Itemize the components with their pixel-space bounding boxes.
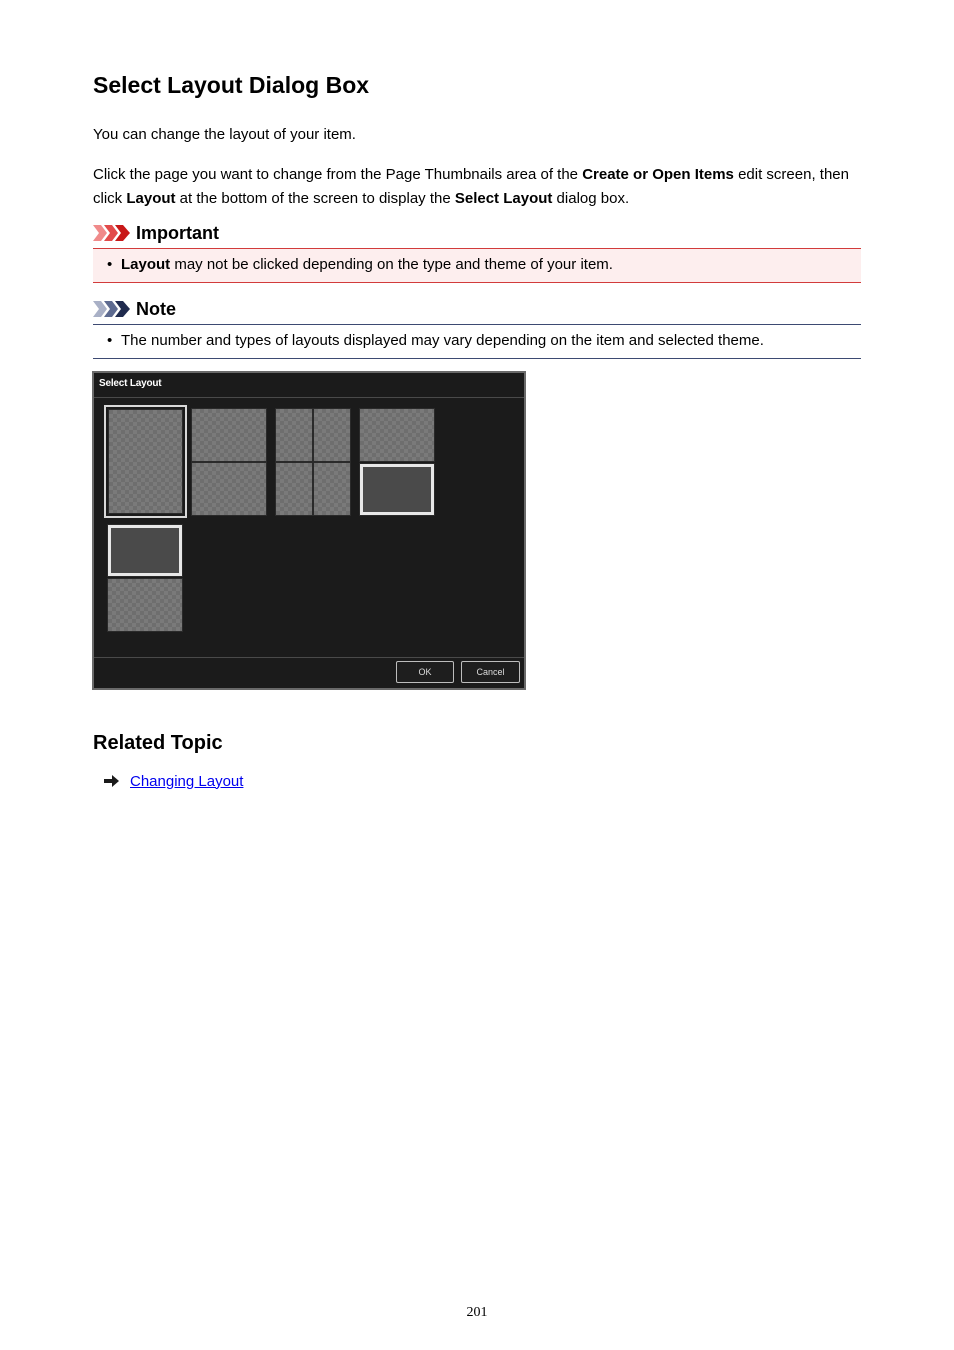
select-layout-term: Select Layout	[454, 190, 553, 207]
related-topic-heading: Related Topic	[93, 732, 223, 754]
related-topic-item	[104, 770, 243, 792]
layout-term: Layout	[126, 190, 176, 207]
intro-text: You can change the layout of your item.	[93, 126, 356, 143]
layout-cell	[313, 408, 351, 462]
instructions-part-2: edit screen, then click	[93, 166, 849, 207]
bullet: •	[107, 256, 113, 273]
arrow-right-icon	[104, 775, 120, 787]
important-text: may not be clicked depending on the type and theme of your item.	[170, 256, 613, 273]
layout-photo-frame	[360, 464, 434, 515]
important-heading	[93, 220, 219, 246]
create-open-items-term: Create or Open Items	[582, 166, 734, 183]
note-box	[93, 324, 861, 359]
page-number: 201	[466, 1305, 488, 1320]
layout-option-3[interactable]	[275, 408, 351, 516]
important-box	[93, 248, 861, 283]
cancel-button[interactable]: Cancel	[461, 661, 520, 683]
dialog-title: Select Layout	[99, 378, 162, 389]
instructions-part-4: dialog box.	[552, 190, 630, 207]
layout-option-4[interactable]	[359, 408, 435, 516]
note-heading	[93, 296, 176, 322]
layout-cell	[313, 462, 351, 516]
note-chevrons-icon	[93, 301, 131, 317]
layout-cell	[275, 462, 313, 516]
important-bold-term: Layout	[121, 256, 171, 273]
page-title: Select Layout Dialog Box	[93, 72, 370, 98]
instructions-text	[93, 163, 863, 211]
layout-cell	[191, 408, 267, 462]
ok-button[interactable]: OK	[396, 661, 454, 683]
important-chevrons-icon	[93, 225, 131, 241]
instructions-part-3: at the bottom of the screen to display the	[175, 190, 455, 207]
select-layout-dialog	[92, 371, 526, 690]
layout-option-2[interactable]	[191, 408, 267, 516]
layout-option-1[interactable]	[108, 409, 183, 514]
note-text: The number and types of layouts displayed may vary depending on the item and selected theme.	[121, 332, 764, 349]
layout-photo-frame	[108, 525, 182, 576]
layout-cell	[191, 462, 267, 516]
important-heading-label: Important	[136, 222, 219, 243]
changing-layout-link[interactable]: Changing Layout	[130, 772, 244, 790]
dialog-divider	[94, 397, 524, 398]
layout-cell	[359, 408, 435, 462]
layout-cell	[107, 578, 183, 632]
dialog-footer-divider	[94, 657, 524, 658]
bullet: •	[107, 332, 113, 349]
note-heading-label: Note	[136, 298, 176, 319]
layout-cell	[275, 408, 313, 462]
instructions-part-1: Click the page you want to change from the Page Thumbnails area of the	[93, 166, 583, 183]
layout-option-5[interactable]	[107, 524, 183, 632]
